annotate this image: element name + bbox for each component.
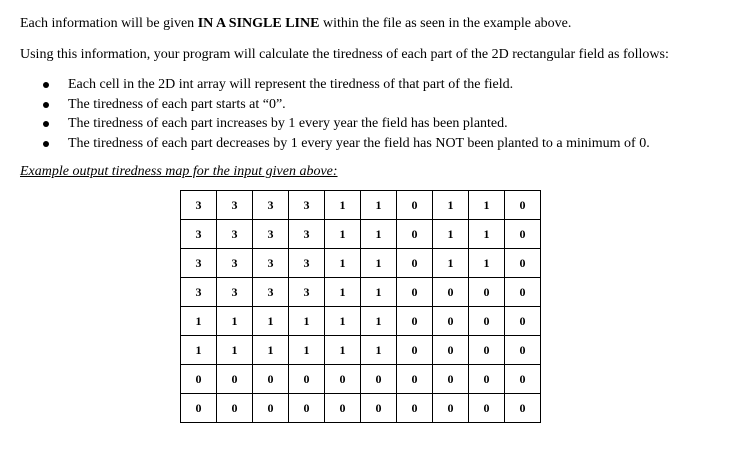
table-cell: 1 — [217, 336, 253, 365]
table-cell: 0 — [469, 278, 505, 307]
table-cell: 0 — [361, 394, 397, 423]
table-cell: 3 — [253, 191, 289, 220]
rule-item — [0, 97, 650, 117]
table-cell: 0 — [253, 365, 289, 394]
table-cell: 1 — [181, 307, 217, 336]
bullet-icon — [43, 102, 49, 108]
table-cell: 3 — [181, 249, 217, 278]
table-cell: 0 — [469, 365, 505, 394]
table-cell: 1 — [325, 307, 361, 336]
rule-item — [0, 136, 650, 156]
table-cell: 0 — [217, 394, 253, 423]
table-cell: 3 — [289, 249, 325, 278]
table-cell: 0 — [397, 278, 433, 307]
table-row — [181, 394, 541, 423]
table-cell: 3 — [217, 249, 253, 278]
table-cell: 1 — [361, 191, 397, 220]
table-cell: 0 — [253, 394, 289, 423]
table-cell: 3 — [181, 191, 217, 220]
table-cell: 0 — [469, 394, 505, 423]
table-cell: 0 — [505, 220, 541, 249]
table-cell: 0 — [181, 365, 217, 394]
table-cell: 0 — [181, 394, 217, 423]
table-cell: 0 — [361, 365, 397, 394]
table-cell: 0 — [505, 336, 541, 365]
table-cell: 3 — [217, 278, 253, 307]
table-cell: 3 — [181, 278, 217, 307]
table-cell: 0 — [505, 307, 541, 336]
table-cell: 0 — [505, 278, 541, 307]
table-row — [181, 307, 541, 336]
table-cell: 1 — [253, 336, 289, 365]
table-cell: 3 — [181, 220, 217, 249]
table-cell: 1 — [325, 336, 361, 365]
table-cell: 1 — [469, 220, 505, 249]
table-cell: 3 — [217, 191, 253, 220]
table-cell: 0 — [505, 394, 541, 423]
table-row — [181, 278, 541, 307]
table-cell: 1 — [361, 336, 397, 365]
table-cell: 3 — [289, 278, 325, 307]
intro-line-2: Using this information, your program will calculate the tiredness of each part of the 2D rectangular field as follows: — [20, 47, 669, 62]
bullet-icon — [43, 82, 49, 88]
table-cell: 0 — [505, 191, 541, 220]
table-cell: 0 — [397, 191, 433, 220]
rule-text: Each cell in the 2D int array will represent the tiredness of that part of the field. — [68, 77, 514, 92]
table-cell: 3 — [289, 191, 325, 220]
table-cell: 1 — [469, 249, 505, 278]
table-cell: 0 — [325, 365, 361, 394]
table-cell: 1 — [325, 191, 361, 220]
rule-item — [0, 116, 650, 136]
table-cell: 1 — [253, 307, 289, 336]
table-cell: 3 — [253, 220, 289, 249]
table-cell: 0 — [505, 249, 541, 278]
table-cell: 0 — [433, 394, 469, 423]
rule-text: The tiredness of each part decreases by 1 every year the field has NOT been planted to a minimum of 0. — [68, 135, 650, 151]
table-cell: 1 — [433, 191, 469, 220]
table-cell: 0 — [289, 365, 325, 394]
rule-item — [0, 77, 650, 97]
table-cell: 1 — [181, 336, 217, 365]
table-cell: 0 — [433, 307, 469, 336]
table-cell: 3 — [253, 278, 289, 307]
intro-line-1-pre: Each information will be given — [20, 16, 198, 31]
example-caption: Example output tiredness map for the input given above: — [20, 164, 338, 179]
table-cell: 1 — [325, 249, 361, 278]
table-cell: 0 — [433, 278, 469, 307]
table-cell: 1 — [361, 278, 397, 307]
table-cell: 3 — [217, 220, 253, 249]
table-cell: 3 — [253, 249, 289, 278]
table-cell: 0 — [325, 394, 361, 423]
bullet-icon — [43, 141, 49, 147]
table-cell: 0 — [469, 307, 505, 336]
intro-line-1-bold: IN A SINGLE LINE — [197, 16, 320, 31]
table-cell: 0 — [289, 394, 325, 423]
rules-list — [0, 77, 650, 155]
table-row — [181, 220, 541, 249]
table-cell: 0 — [397, 336, 433, 365]
table-cell: 0 — [397, 394, 433, 423]
table-row — [181, 191, 541, 220]
table-cell: 0 — [433, 365, 469, 394]
rule-text: The tiredness of each part increases by 1 every year the field has been planted. — [68, 116, 508, 131]
table-row — [181, 336, 541, 365]
intro-line-1 — [20, 16, 571, 32]
table-cell: 1 — [361, 220, 397, 249]
bullet-icon — [43, 121, 49, 127]
table-cell: 0 — [397, 365, 433, 394]
table-cell: 0 — [505, 365, 541, 394]
table-cell: 0 — [217, 365, 253, 394]
table-row — [181, 365, 541, 394]
table-cell: 1 — [361, 249, 397, 278]
table-cell: 1 — [325, 220, 361, 249]
table-cell: 1 — [289, 336, 325, 365]
table-cell: 0 — [469, 336, 505, 365]
table-cell: 0 — [397, 249, 433, 278]
intro-line-1-post: within the file as seen in the example above. — [319, 16, 572, 31]
table-cell: 1 — [361, 307, 397, 336]
tiredness-map-table — [180, 190, 541, 423]
table-cell: 1 — [433, 249, 469, 278]
rule-text: The tiredness of each part starts at “0”. — [68, 96, 286, 112]
table-cell: 1 — [217, 307, 253, 336]
table-cell: 3 — [289, 220, 325, 249]
table-cell: 1 — [289, 307, 325, 336]
table-cell: 0 — [397, 307, 433, 336]
table-row — [181, 249, 541, 278]
table-cell: 0 — [433, 336, 469, 365]
table-cell: 1 — [433, 220, 469, 249]
table-cell: 1 — [469, 191, 505, 220]
table-cell: 1 — [325, 278, 361, 307]
table-cell: 0 — [397, 220, 433, 249]
